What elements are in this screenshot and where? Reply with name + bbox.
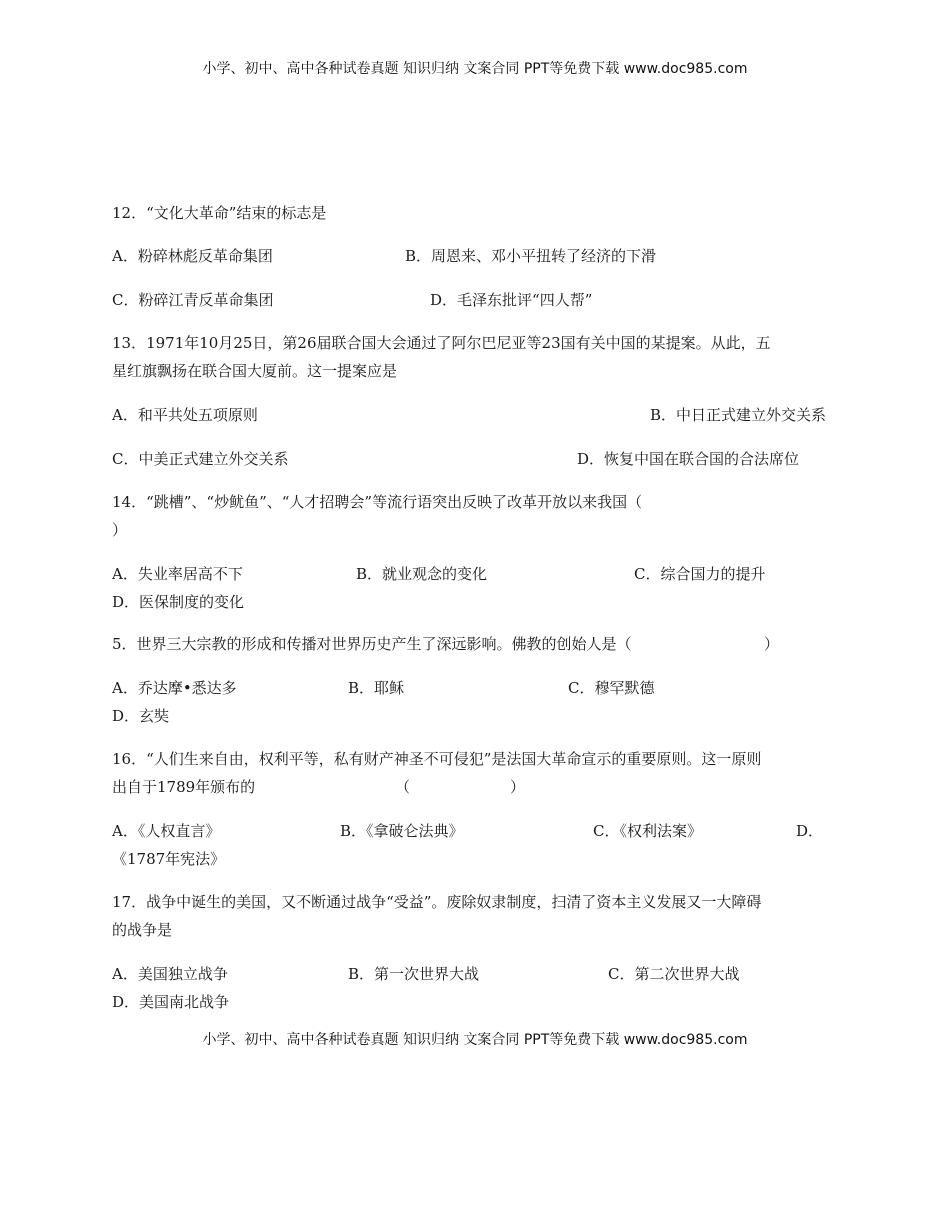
question-13-stem-line-1: 13．1971年10月25日，第26届联合国大会通过了阿尔巴尼亚等23国有关中国的某提案。从此，五	[112, 334, 771, 352]
page-footer: 小学、初中、高中各种试卷真题 知识归纳 文案合同 PPT等免费下载 www.doc985.com	[202, 1032, 748, 1048]
question-5-option-c: C．穆罕默德	[568, 679, 655, 697]
question-5-option-a: A．乔达摩•悉达多	[112, 679, 237, 697]
question-12-stem: 12．“文化大革命”结束的标志是	[112, 204, 327, 222]
question-14-option-a: A．失业率居高不下	[112, 565, 243, 583]
question-14-stem-line-1: 14．“跳槽”、“炒鱿鱼”、“人才招聘会”等流行语突出反映了改革开放以来我国（	[112, 493, 643, 511]
question-16-option-d-continued: 《1787年宪法》	[112, 850, 226, 868]
question-12-option-b: B．周恩来、邓小平扭转了经济的下滑	[405, 247, 657, 265]
question-16-stem-paren-close: ）	[510, 778, 526, 796]
question-17-stem-line-1: 17．战争中诞生的美国，又不断通过战争“受益”。废除奴隶制度，扫清了资本主义发展又一大障碍	[112, 893, 762, 911]
question-12-option-c: C．粉碎江青反革命集团	[112, 291, 274, 309]
question-5-option-b: B．耶稣	[348, 679, 405, 697]
question-17-option-c: C．第二次世界大战	[608, 965, 740, 983]
question-16-option-a: A．《人权直言》	[112, 822, 221, 840]
question-14-option-b: B．就业观念的变化	[356, 565, 488, 583]
question-16-option-d: D．	[796, 822, 824, 840]
question-16-option-b: B．《拿破仑法典》	[340, 822, 464, 840]
page-header: 小学、初中、高中各种试卷真题 知识归纳 文案合同 PPT等免费下载 www.doc985.com	[202, 61, 748, 77]
question-14-stem-line-2: ）	[112, 521, 128, 539]
question-13-option-d: D．恢复中国在联合国的合法席位	[577, 450, 800, 468]
question-16-stem-line-2: 出自于1789年颁布的	[112, 778, 256, 796]
question-17-option-b: B．第一次世界大战	[348, 965, 480, 983]
question-13-stem-line-2: 星红旗飘扬在联合国大厦前。这一提案应是	[112, 362, 398, 380]
question-5-option-d: D．玄奘	[112, 707, 170, 725]
question-17-stem-line-2: 的战争是	[112, 921, 173, 939]
question-14-option-c: C．综合国力的提升	[634, 565, 766, 583]
question-13-option-b: B．中日正式建立外交关系	[650, 406, 827, 424]
question-12-option-d: D．毛泽东批评“四人帮”	[430, 291, 593, 309]
question-16-stem-paren-open: （	[395, 778, 411, 796]
question-16-stem-line-1: 16．“人们生来自由，权利平等，私有财产神圣不可侵犯”是法国大革命宣示的重要原则。这一原则	[112, 750, 762, 768]
question-12-option-a: A．粉碎林彪反革命集团	[112, 247, 273, 265]
question-13-option-a: A．和平共处五项原则	[112, 406, 258, 424]
question-13-option-c: C．中美正式建立外交关系	[112, 450, 289, 468]
question-5-stem-paren: ）	[764, 635, 780, 653]
question-14-option-d: D．医保制度的变化	[112, 593, 245, 611]
question-17-option-d: D．美国南北战争	[112, 993, 230, 1011]
question-16-option-c: C．《权利法案》	[593, 822, 702, 840]
question-5-stem: 5．世界三大宗教的形成和传播对世界历史产生了深远影响。佛教的创始人是（	[112, 635, 632, 653]
question-17-option-a: A．美国独立战争	[112, 965, 228, 983]
